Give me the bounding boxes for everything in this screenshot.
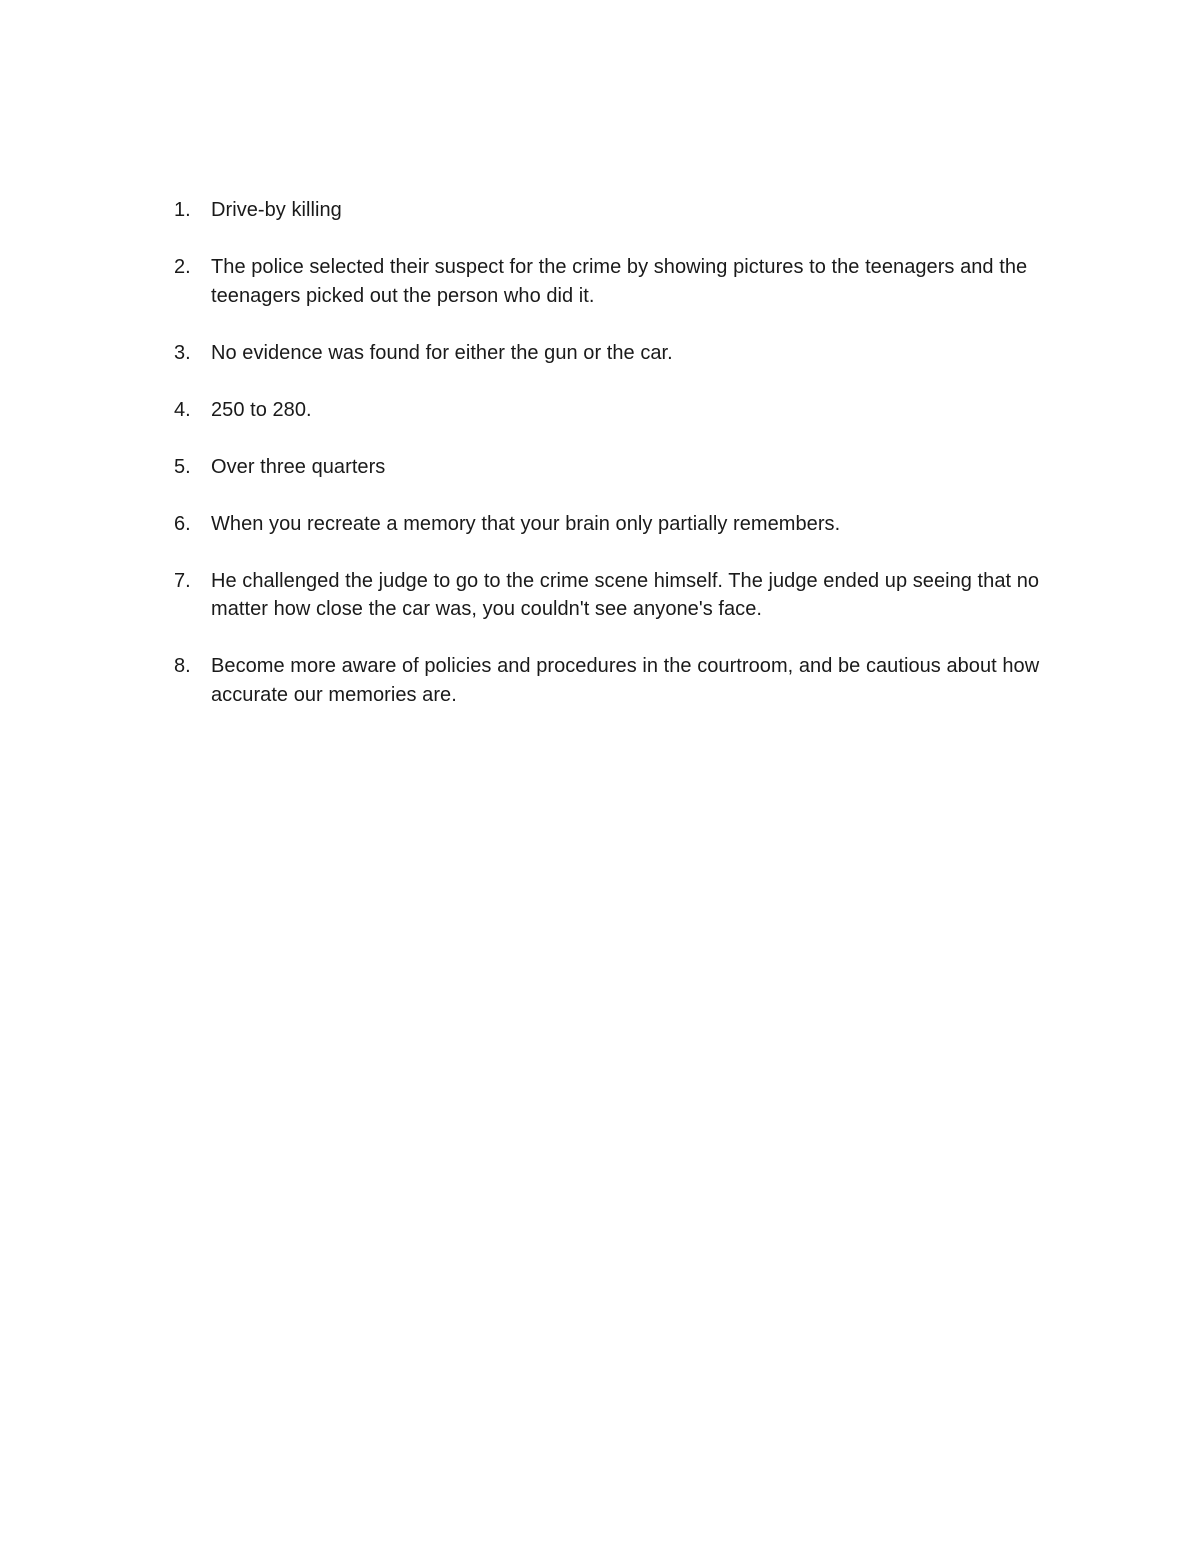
answer-number: 7. — [174, 569, 191, 592]
answer-item-2 — [174, 253, 1074, 310]
answer-number: 8. — [174, 655, 191, 678]
answer-text: No evidence was found for either the gun or the car. — [211, 341, 673, 364]
answer-text: 250 to 280. — [211, 398, 312, 421]
answer-item-5 — [174, 453, 1074, 482]
answer-number: 5. — [174, 455, 191, 478]
answer-number: 4. — [174, 398, 191, 421]
answer-number: 6. — [174, 512, 191, 535]
answer-text: Become more aware of policies and procedures in the courtroom, and be cautious about how accurate our memories are. — [211, 655, 1040, 706]
answer-item-8 — [174, 652, 1074, 709]
answer-text: He challenged the judge to go to the crime scene himself. The judge ended up seeing that no matter how close the car was, you couldn't see anyone's face. — [211, 569, 1040, 621]
answer-text: The police selected their suspect for the crime by showing pictures to the teenagers and the teenagers picked out the person who did it. — [211, 255, 1028, 307]
answer-number: 1. — [174, 199, 191, 221]
answer-item-3 — [174, 339, 1074, 368]
answer-text: When you recreate a memory that your brain only partially remembers. — [211, 512, 841, 535]
answer-text: Over three quarters — [211, 455, 386, 478]
answer-list — [174, 196, 1074, 738]
answer-number: 2. — [174, 255, 191, 278]
answer-item-1 — [174, 196, 1074, 225]
answer-item-6 — [174, 510, 1074, 539]
answer-text: Drive-by killing — [211, 199, 342, 221]
answer-item-7 — [174, 567, 1074, 624]
answer-number: 3. — [174, 341, 191, 364]
answer-item-4 — [174, 396, 1074, 425]
